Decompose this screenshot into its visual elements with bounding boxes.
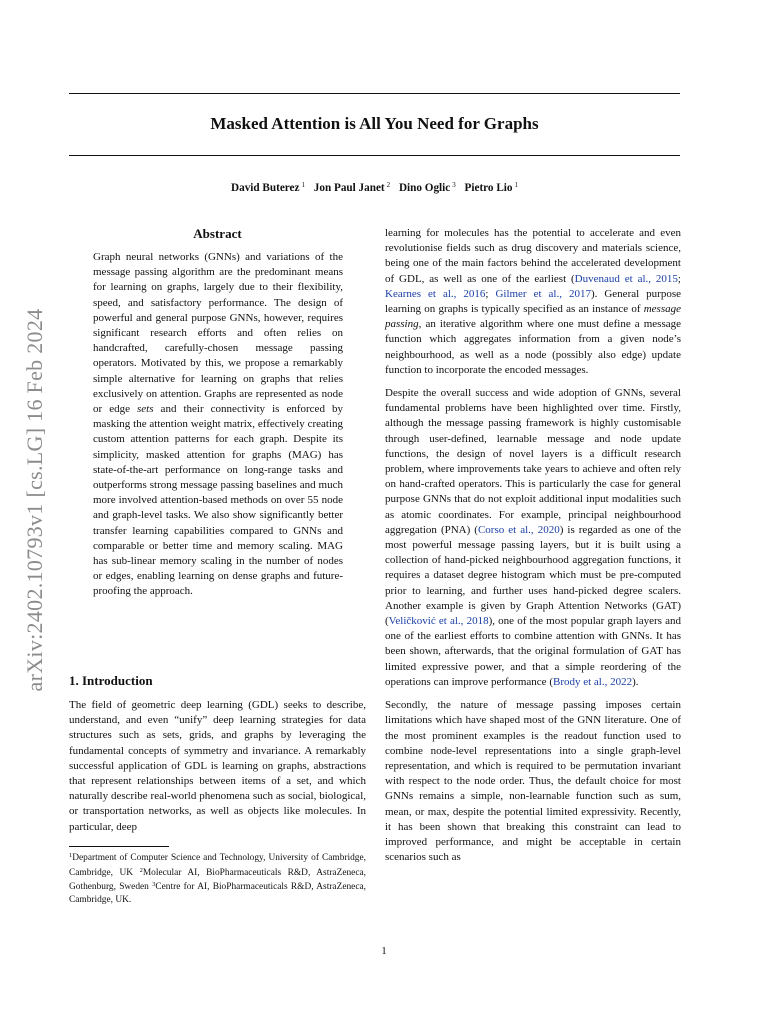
citation-link[interactable]: Kearnes et al., 2016 — [385, 287, 486, 300]
arxiv-identifier: arXiv:2402.10793v1 [cs.LG] 16 Feb 2024 — [22, 308, 47, 692]
intro-paragraph-3: Secondly, the nature of message passing imposes certain limitations which have shaped most of the GNN literature. One of the most prominent examples is the readout function used to combine node-level representations into a single graph-level representation, and which is required to be permutation invariant with respect to the node order. Thus, the default choice for most GNNs remains a simple, non-learnable function such as sum, mean, or max, despite the potential limited expressivity. Recently, it has been shown that breaking this constraint can lead to improved performance, and might be acceptable in certain scenarios such as — [385, 699, 681, 864]
citation-link[interactable]: Duvenaud et al., 2015 — [574, 272, 678, 285]
affiliation-footnote: $^1$Department of Computer Science and Technology, University of Cambridge, Cambridge, UK $^2$Molecular AI, BioPharmaceuticals R&D, AstraZeneca, Gothenburg, Sweden $^3$Centre for AI, BioPharmaceuticals R&D, AstraZeneca, Cambridge, UK. — [69, 852, 366, 905]
abstract-text: Graph neural networks (GNNs) and variations of the message passing algorithm are the predominant means for learning on graphs, largely due to their flexibility, speed, and satisfactory performance. The design of powerful and general purpose GNNs, however, requires significant research efforts and often relies on handcrafted, carefully-chosen message passing operators. Motivated by this, we propose a remarkably simple alternative for learning on graphs that relies exclusively on attention. Graphs are represented as node or edge sets and their connectivity is enforced by masking the attention weight matrix, effectively creating custom attention patterns for each graph. Despite its simplicity, masked attention for graphs (MAG) has state-of-the-art performance on long-range tasks and outperforms strong message passing baselines and much more involved attention-based methods on over 55 node and graph-level tasks. We also show significantly better transfer learning capabilities compared to GNNs and comparable or better time and memory scaling. MAG has sub-linear memory scaling in the number of nodes or edges, enabling learning on dense graphs and future-proofing the approach. — [93, 251, 343, 598]
introduction-heading: 1. Introduction — [69, 673, 153, 688]
abstract-heading: Abstract — [193, 226, 242, 241]
intro-paragraph-2: Despite the overall success and wide adoption of GNNs, several fundamental problems have been highlighted over time. Firstly, although the message passing framework is highly customisable through user-defined, learnable message and node update functions, the design of novel layers is a difficult research problem, where improvements take years to achieve and often rely on hand-crafted operators. This is particularly the case for general purpose GNNs that do not exploit additional input modalities such as atomic coordinates. For example, principal neighbourhood aggregation (PNA) (Corso et al., 2020) is regarded as one of the most powerful message passing layers, but it is built using a collection of hand-picked neighbourhood aggregation functions, it requires a dataset degree histogram which must be pre-computed prior to learning, and further uses hand-picked degree scalers. Another example is given by Graph Attention Networks (GAT) (Veličković et al., 2018), one of the most popular graph layers and one of the earliest efforts to combine attention with GNNs. It has been shown, afterwards, that the original formulation of GAT has limited expressive power, and that a simple reordering of the operations can improve performance (Brody et al., 2022). — [385, 387, 681, 688]
title-top-rule — [69, 93, 680, 94]
right-column — [385, 226, 681, 873]
citation-link[interactable]: Veličković et al., 2018 — [388, 615, 489, 628]
author: Jon Paul Janet $^2$ — [313, 181, 391, 194]
introduction-text: The field of geometric deep learning (GDL) seeks to describe, understand, and even “unify” deep learning strategies for data structures such as sets, grids, and graphs by leveraging the fundamental concepts of symmetry and invariance. A remarkably successful application of GDL is learning on graphs, abstractions that represent relationships between items of a set, and which naturally describe real-world phenomena such as social, biological, or transportation networks, as well as objects like molecules. In particular, deep — [69, 699, 366, 833]
footnote-rule — [69, 846, 169, 847]
author-list — [69, 181, 680, 194]
citation-link[interactable]: Gilmer et al., 2017 — [495, 287, 591, 300]
page-number: 1 — [381, 945, 387, 957]
citation-link[interactable]: Brody et al., 2022 — [552, 675, 633, 688]
author: Pietro Lio $^1$ — [464, 181, 518, 194]
title-bottom-rule — [69, 155, 680, 156]
intro-paragraph-continued: learning for molecules has the potential to accelerate and even revolutionise fields such as drug discovery and materials science, being one of the main factors behind the accelerated development of GDL, as well as one of the earliest (Duvenaud et al., 2015; Kearnes et al., 2016; Gilmer et al., 2017). General purpose learning on graphs is typically specified as an instance of message passing, an iterative algorithm where one must define a message function which aggregates information from a given node’s neighbourhood, as well as a node (possibly also edge) update function to incorporate the encoded messages. — [385, 227, 681, 376]
paper-title: Masked Attention is All You Need for Graphs — [210, 114, 539, 133]
author: David Buterez $^1$ — [231, 181, 305, 194]
citation-link[interactable]: Corso et al., 2020 — [477, 523, 560, 536]
author: Dino Oglic $^3$ — [398, 181, 456, 194]
